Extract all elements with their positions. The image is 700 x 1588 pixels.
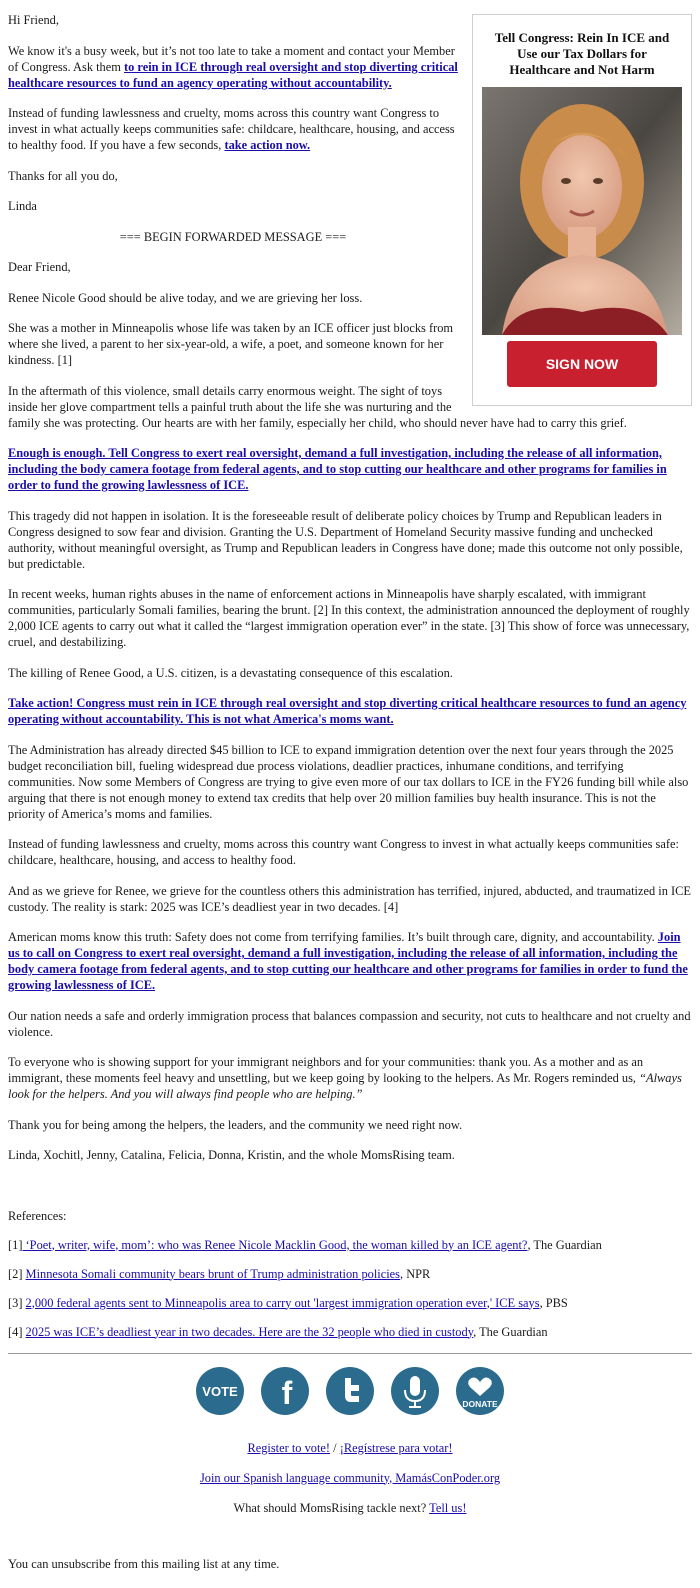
ref-source: , The Guardian — [473, 1324, 548, 1339]
thanks-line: Thanks for all you do, — [8, 168, 118, 183]
intro-text-2: Instead of funding lawlessness and cruelty, moms across this country want Congress to invest in what actually keeps communities safe: childcare, healthcare, housing, and access to healthy food. If you have a few seconds, — [8, 106, 455, 152]
microphone-icon[interactable] — [390, 1366, 440, 1416]
divider — [8, 1353, 692, 1354]
reference-link[interactable]: Minnesota Somali community bears brunt of Trump administration policies — [25, 1266, 400, 1281]
reference-link[interactable]: 2,000 federal agents sent to Minneapolis area to carry out 'largest immigration operation ever,' ICE says — [25, 1295, 540, 1310]
register-line — [8, 1440, 692, 1456]
paragraph-alive: Renee Nicole Good should be alive today, and we are grieving her loss. — [8, 290, 363, 305]
ref-num: [3] — [8, 1295, 26, 1310]
facebook-icon[interactable] — [260, 1366, 310, 1416]
tackle-line — [8, 1500, 692, 1516]
dear-friend: Dear Friend, — [8, 260, 71, 274]
paragraph-everyone — [8, 1054, 692, 1102]
paragraph-nation: Our nation needs a safe and orderly immigration process that balances compassion and security, not cuts to healthcare and not cruelty and violence. — [8, 1008, 691, 1039]
vote-icon[interactable] — [195, 1366, 245, 1416]
ref-source: , The Guardian — [527, 1237, 602, 1252]
intro-text-1: We know it's a busy week, but it’s not too late to take a moment and contact your Member of Congress. Ask them — [8, 43, 455, 74]
everyone-text: To everyone who is showing support for your immigrant neighbors and for your communities: thank you. As a mother and as an immigrant, these moments feel heavy and unsettling, but we keep going by looking to the helpers. As Mr. Rogers reminded us, — [8, 1055, 644, 1085]
registrese-link[interactable]: ¡Regístrese para votar! — [339, 1440, 453, 1455]
references — [8, 1208, 692, 1340]
paragraph-admin: The Administration has already directed $45 billion to ICE to expand immigration detention over the next four years through the 2025 budget reconciliation bill, fueling widespread due process violations, deadlier practices, inhumane conditions, and terrifying communities. Now some Members of Congress are trying to give even more of our tax dollars to ICE in the FY26 funding bill while also arguing that there is not enough money to extend tax credits that help over 20 million families buy health insurance. This is not the priority of America’s moms and families. — [8, 742, 689, 821]
spanish-line — [8, 1470, 692, 1486]
facebook-icon-label: f — [281, 1374, 293, 1411]
paragraph-moms — [8, 929, 692, 993]
sidebar-title: Tell Congress: Rein In ICE and Use our Tax Dollars for Healthcare and Not Harm — [494, 30, 670, 77]
references-heading: References: — [8, 1208, 67, 1223]
paragraph-grieve: And as we grieve for Renee, we grieve for the countless others this administration has terrified, injured, abducted, and traumatized in ICE custody. The reality is stark: 2025 was ICE’s deadliest year in two decades. [4] — [8, 883, 691, 914]
donate-icon-label: DONATE — [462, 1398, 498, 1409]
ref-source: , PBS — [539, 1295, 568, 1310]
reference-item — [8, 1237, 692, 1253]
paragraph-signoff: Linda, Xochitl, Jenny, Catalina, Felicia, Donna, Kristin, and the whole MomsRising team. — [8, 1148, 455, 1162]
forwarded-header: === BEGIN FORWARDED MESSAGE === — [119, 229, 347, 244]
paragraph-take-action — [8, 695, 692, 727]
reference-link[interactable]: ‘Poet, writer, wife, mom’: who was Renee Nicole Macklin Good, the woman killed by an ICE agent? — [22, 1237, 528, 1252]
twitter-icon[interactable] — [325, 1366, 375, 1416]
reference-item — [8, 1266, 692, 1282]
greeting: Hi Friend, — [8, 13, 59, 27]
register-to-vote-link[interactable]: Register to vote! — [247, 1440, 331, 1455]
footer-links — [8, 1440, 692, 1516]
paragraph-mother: She was a mother in Minneapolis whose life was taken by an ICE officer just blocks from where she lived, a parent to her six-year-old, a wife, a poet, and someone known for her kindness. [1] — [8, 321, 454, 367]
join-us-link[interactable]: Join us to call on Congress to exert real oversight, demand a full investigation, including the release of all information, including the body camera footage from federal agents, and to stop cutting our healthcare and other programs for families in order to fund the growing lawlessness of ICE. — [8, 930, 688, 992]
register-separator: / — [330, 1440, 340, 1455]
reference-link[interactable]: 2025 was ICE’s deadliest year in two decades. Here are the 32 people who died in custody — [25, 1324, 474, 1339]
ref-num: [2] — [8, 1266, 26, 1281]
paragraph-recent: In recent weeks, human rights abuses in the name of enforcement actions in Minneapolis have sharply escalated, with immigrant communities, particularly Somali families, bearing the brunt. [2] In this context, the administration announced the deployment of roughly 2,000 ICE agents to carry out what it called the “largest immigration operation ever” in the state. [3] This show of force was unnecessary, cruel, and destabilizing. — [8, 587, 690, 649]
rogers-quote: “Always look for the helpers. And you will always find people who are helping.” — [8, 1071, 682, 1101]
paragraph-instead: Instead of funding lawlessness and cruelty, moms across this country want Congress to invest in what actually keeps communities safe: childcare, healthcare, housing, and access to healthy food. — [8, 837, 679, 867]
signature: Linda — [8, 199, 37, 213]
moms-text: American moms know this truth: Safety does not come from terrifying families. It’s built through care, dignity, and accountability. — [8, 930, 658, 944]
sign-now-button[interactable]: SIGN NOW — [507, 341, 657, 387]
take-action-link[interactable]: take action now. — [224, 138, 311, 152]
unsubscribe-note: You can unsubscribe from this mailing list at any time. — [8, 1556, 280, 1571]
ref-num: [4] — [8, 1324, 26, 1339]
paragraph-killing: The killing of Renee Good, a U.S. citizen, is a devastating consequence of this escalation. — [8, 665, 453, 680]
tell-us-link[interactable]: Tell us! — [429, 1500, 467, 1515]
social-icons — [8, 1366, 692, 1418]
paragraph-aftermath: In the aftermath of this violence, small details carry enormous weight. The sight of toys inside her glove compartment tells a painful truth about the life she was nurturing and the family she was protecting. Our hearts are with her family, especially her child, who should never have had to carry this grief. — [8, 383, 627, 430]
enough-link[interactable]: Enough is enough. Tell Congress to exert real oversight, demand a full investigation, including the release of all information, including the body camera footage from federal agents, and to stop cutting our healthcare and other programs for families in order to fund the growing lawlessness of ICE. — [8, 446, 667, 492]
ref-num: [1] — [8, 1237, 23, 1252]
vote-icon-label: VOTE — [202, 1383, 238, 1399]
donate-icon[interactable] — [455, 1366, 505, 1416]
paragraph-enough — [8, 445, 692, 493]
action-sidebar — [472, 14, 692, 406]
reference-item — [8, 1295, 692, 1311]
reference-item — [8, 1324, 692, 1340]
paragraph-thank: Thank you for being among the helpers, the leaders, and the community we need right now. — [8, 1117, 463, 1132]
photo — [482, 87, 682, 335]
paragraph-tragedy: This tragedy did not happen in isolation. It is the foreseeable result of deliberate policy choices by Trump and Republican leaders in Congress designed to sow fear and division. Granting the U.S. Department of Homeland Security massive funding and unchecked authority, without meaningful oversight, as Trump and Republican leaders in Congress have done; made this outcome not only possible, but predictable. — [8, 508, 683, 571]
tackle-text: What should MomsRising tackle next? — [233, 1500, 430, 1515]
spanish-community-link[interactable]: Join our Spanish language community, MamásConPoder.org — [199, 1470, 501, 1485]
take-action-bold-link[interactable]: Take action! Congress must rein in ICE through real oversight and stop diverting critical healthcare resources to fund an agency operating without accountability. This is not what America's moms want. — [8, 696, 687, 726]
ref-source: , NPR — [400, 1266, 431, 1281]
portrait-image — [482, 87, 682, 335]
rein-in-ice-link[interactable]: to rein in ICE through real oversight and stop diverting critical healthcare resources to fund an agency operating without accountability. — [8, 59, 458, 90]
